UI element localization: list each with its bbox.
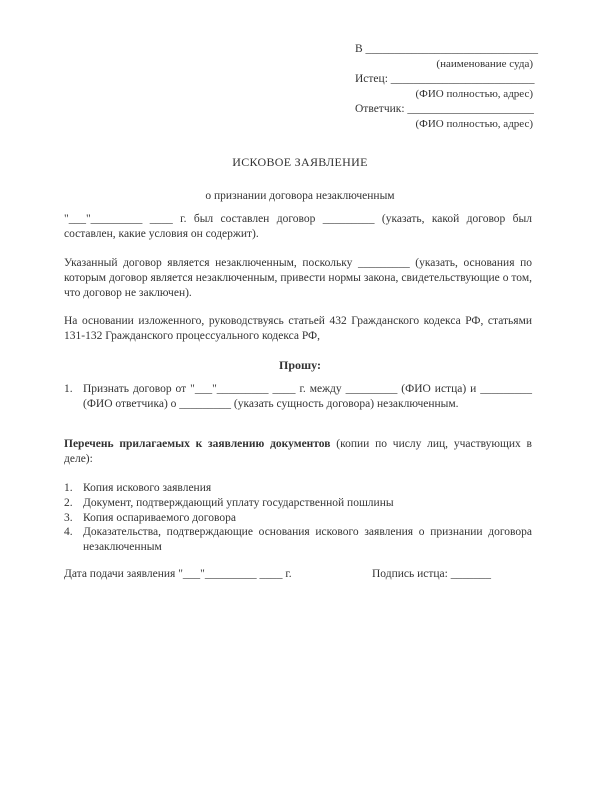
list-item [64,382,532,412]
list-item [64,481,532,496]
list-item-text: Копия оспариваемого договора [83,511,236,524]
filing-date-line: Дата подачи заявления "___"_________ ____ г. [64,568,292,580]
list-item [64,525,532,555]
request-list [64,382,532,412]
document-subtitle: о признании договора незаключенным [205,190,395,202]
paragraph-contract: "___"_________ ____ г. был составлен договор _________ (указать, какой договор был составлен, какие условия он содержит). [64,213,532,240]
court-line: В ______________________________ [355,43,539,55]
list-item-text: Доказательства, подтверждающие основания искового заявления о признании договора незаключенным [83,526,532,554]
list-item [64,511,532,526]
plaintiff-note: (ФИО полностью, адрес) [415,88,533,100]
list-item-text: Признать договор от "___"_________ ____ г. между _________ (ФИО истца) и _________ (ФИО ответчика) о _________ (указать сущность договора) незаключенным. [83,383,532,410]
attachments-heading-bold: Перечень прилагаемых к заявлению документов [64,438,331,450]
addressee-block [355,42,545,132]
list-item-number: 1. [64,383,73,395]
defendant-note: (ФИО полностью, адрес) [415,118,533,130]
attachments-list [64,481,532,555]
attachments-heading-rest: (копии по числу лиц, участвующих в деле): [64,438,532,465]
plaintiff-line: Истец: _________________________ [355,73,535,85]
list-item-text: Копия искового заявления [83,482,212,494]
defendant-line: Ответчик: ______________________ [355,103,534,115]
document-title: ИСКОВОЕ ЗАЯВЛЕНИЕ [232,155,368,169]
court-note: (наименование суда) [436,58,533,70]
list-item-number: 2. [64,496,73,509]
paragraph-legal-basis: На основании изложенного, руководствуясь статьей 432 Гражданского кодекса РФ, статьями 131-132 Гражданского процессуального кодекса РФ, [64,315,532,342]
request-title: Прошу: [279,358,321,372]
plaintiff-signature-line: Подпись истца: _______ [372,568,491,580]
attachments-heading [64,437,532,467]
list-item [64,496,532,511]
paragraph-grounds: Указанный договор является незаключенным, поскольку _________ (указать, основания по которым договор является незаключенным, привести нормы закона, свидетельствующие о том, что договор не заключен). [64,257,532,299]
list-item-number: 1. [64,482,73,494]
list-item-number: 4. [64,526,73,539]
list-item-text: Документ, подтверждающий уплату государственной пошлины [83,496,394,509]
list-item-number: 3. [64,511,73,524]
